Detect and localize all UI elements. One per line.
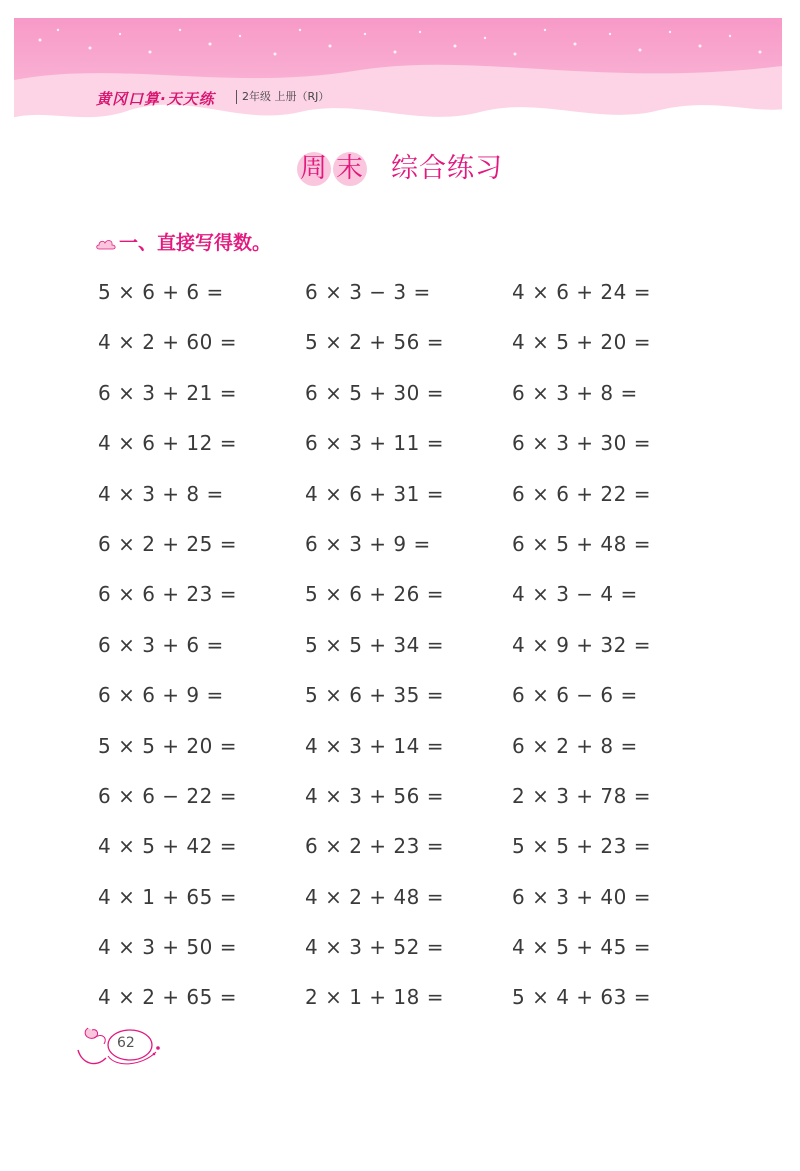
problem-item: 4 × 3 + 50 =: [98, 935, 237, 960]
cloud-icon: [95, 237, 117, 251]
problem-item: 6 × 2 + 25 =: [98, 531, 237, 556]
grade-label: 2年级 上册（RJ）: [236, 90, 329, 104]
page-title: [0, 146, 800, 186]
problem-item: 6 × 3 − 3 =: [305, 280, 431, 304]
problem-item: 5 × 4 + 63 =: [512, 985, 651, 1010]
problem-item: 5 × 5 + 20 =: [98, 733, 237, 758]
problem-item: 4 × 5 + 45 =: [512, 935, 651, 960]
problem-item: 4 × 6 + 24 =: [512, 280, 651, 304]
problem-item: 6 × 5 + 30 =: [305, 380, 444, 405]
problem-item: 5 × 5 + 34 =: [305, 632, 444, 657]
problem-item: 5 × 6 + 6 =: [98, 280, 224, 304]
problem-item: 4 × 3 + 14 =: [305, 733, 444, 758]
problem-item: 6 × 3 + 9 =: [305, 531, 431, 556]
problem-item: 4 × 5 + 20 =: [512, 330, 651, 355]
problem-item: 6 × 5 + 48 =: [512, 531, 651, 556]
problem-item: 4 × 2 + 60 =: [98, 330, 237, 355]
problem-item: 4 × 5 + 42 =: [98, 834, 237, 859]
problem-item: 6 × 3 + 6 =: [98, 632, 224, 657]
header-banner: [0, 0, 800, 140]
problem-item: 5 × 2 + 56 =: [305, 330, 444, 355]
problem-item: 4 × 6 + 31 =: [305, 481, 444, 506]
problem-item: 6 × 3 + 8 =: [512, 380, 638, 405]
problem-item: 4 × 3 + 52 =: [305, 935, 444, 960]
problem-item: 4 × 2 + 65 =: [98, 985, 237, 1010]
problem-item: 4 × 6 + 12 =: [98, 431, 237, 456]
problem-item: 6 × 3 + 40 =: [512, 884, 651, 909]
problem-item: 2 × 1 + 18 =: [305, 985, 444, 1010]
problem-item: 6 × 6 + 22 =: [512, 481, 651, 506]
page-number: 62: [117, 1035, 135, 1051]
section-heading: [95, 228, 271, 255]
problem-item: 6 × 3 + 11 =: [305, 431, 444, 456]
problem-item: 6 × 3 + 21 =: [98, 380, 237, 405]
problem-item: 4 × 2 + 48 =: [305, 884, 444, 909]
problem-item: 6 × 6 + 23 =: [98, 582, 237, 607]
problem-item: 6 × 3 + 30 =: [512, 431, 651, 456]
problem-item: 4 × 1 + 65 =: [98, 884, 237, 909]
problem-item: 2 × 3 + 78 =: [512, 783, 651, 808]
title-circle-char-2: 末: [333, 152, 367, 186]
problem-item: 6 × 6 − 22 =: [98, 783, 237, 808]
problem-item: 4 × 3 + 56 =: [305, 783, 444, 808]
problem-item: 5 × 6 + 35 =: [305, 683, 444, 708]
problem-item: 6 × 2 + 8 =: [512, 733, 638, 758]
problems-grid: [98, 275, 738, 1031]
problem-item: 6 × 2 + 23 =: [305, 834, 444, 859]
problem-item: 4 × 9 + 32 =: [512, 632, 651, 657]
problem-item: 6 × 6 − 6 =: [512, 683, 638, 708]
brand-title: 黄冈口算·天天练: [96, 90, 215, 108]
problem-item: 5 × 5 + 23 =: [512, 834, 651, 859]
problem-item: 4 × 3 + 8 =: [98, 481, 224, 506]
problem-item: 6 × 6 + 9 =: [98, 683, 224, 708]
title-text: 综合练习: [391, 153, 503, 184]
problem-item: 5 × 6 + 26 =: [305, 582, 444, 607]
section-heading-text: 一、直接写得数。: [119, 232, 272, 254]
title-circle-char-1: 周: [297, 152, 331, 186]
problem-item: 4 × 3 − 4 =: [512, 582, 638, 607]
